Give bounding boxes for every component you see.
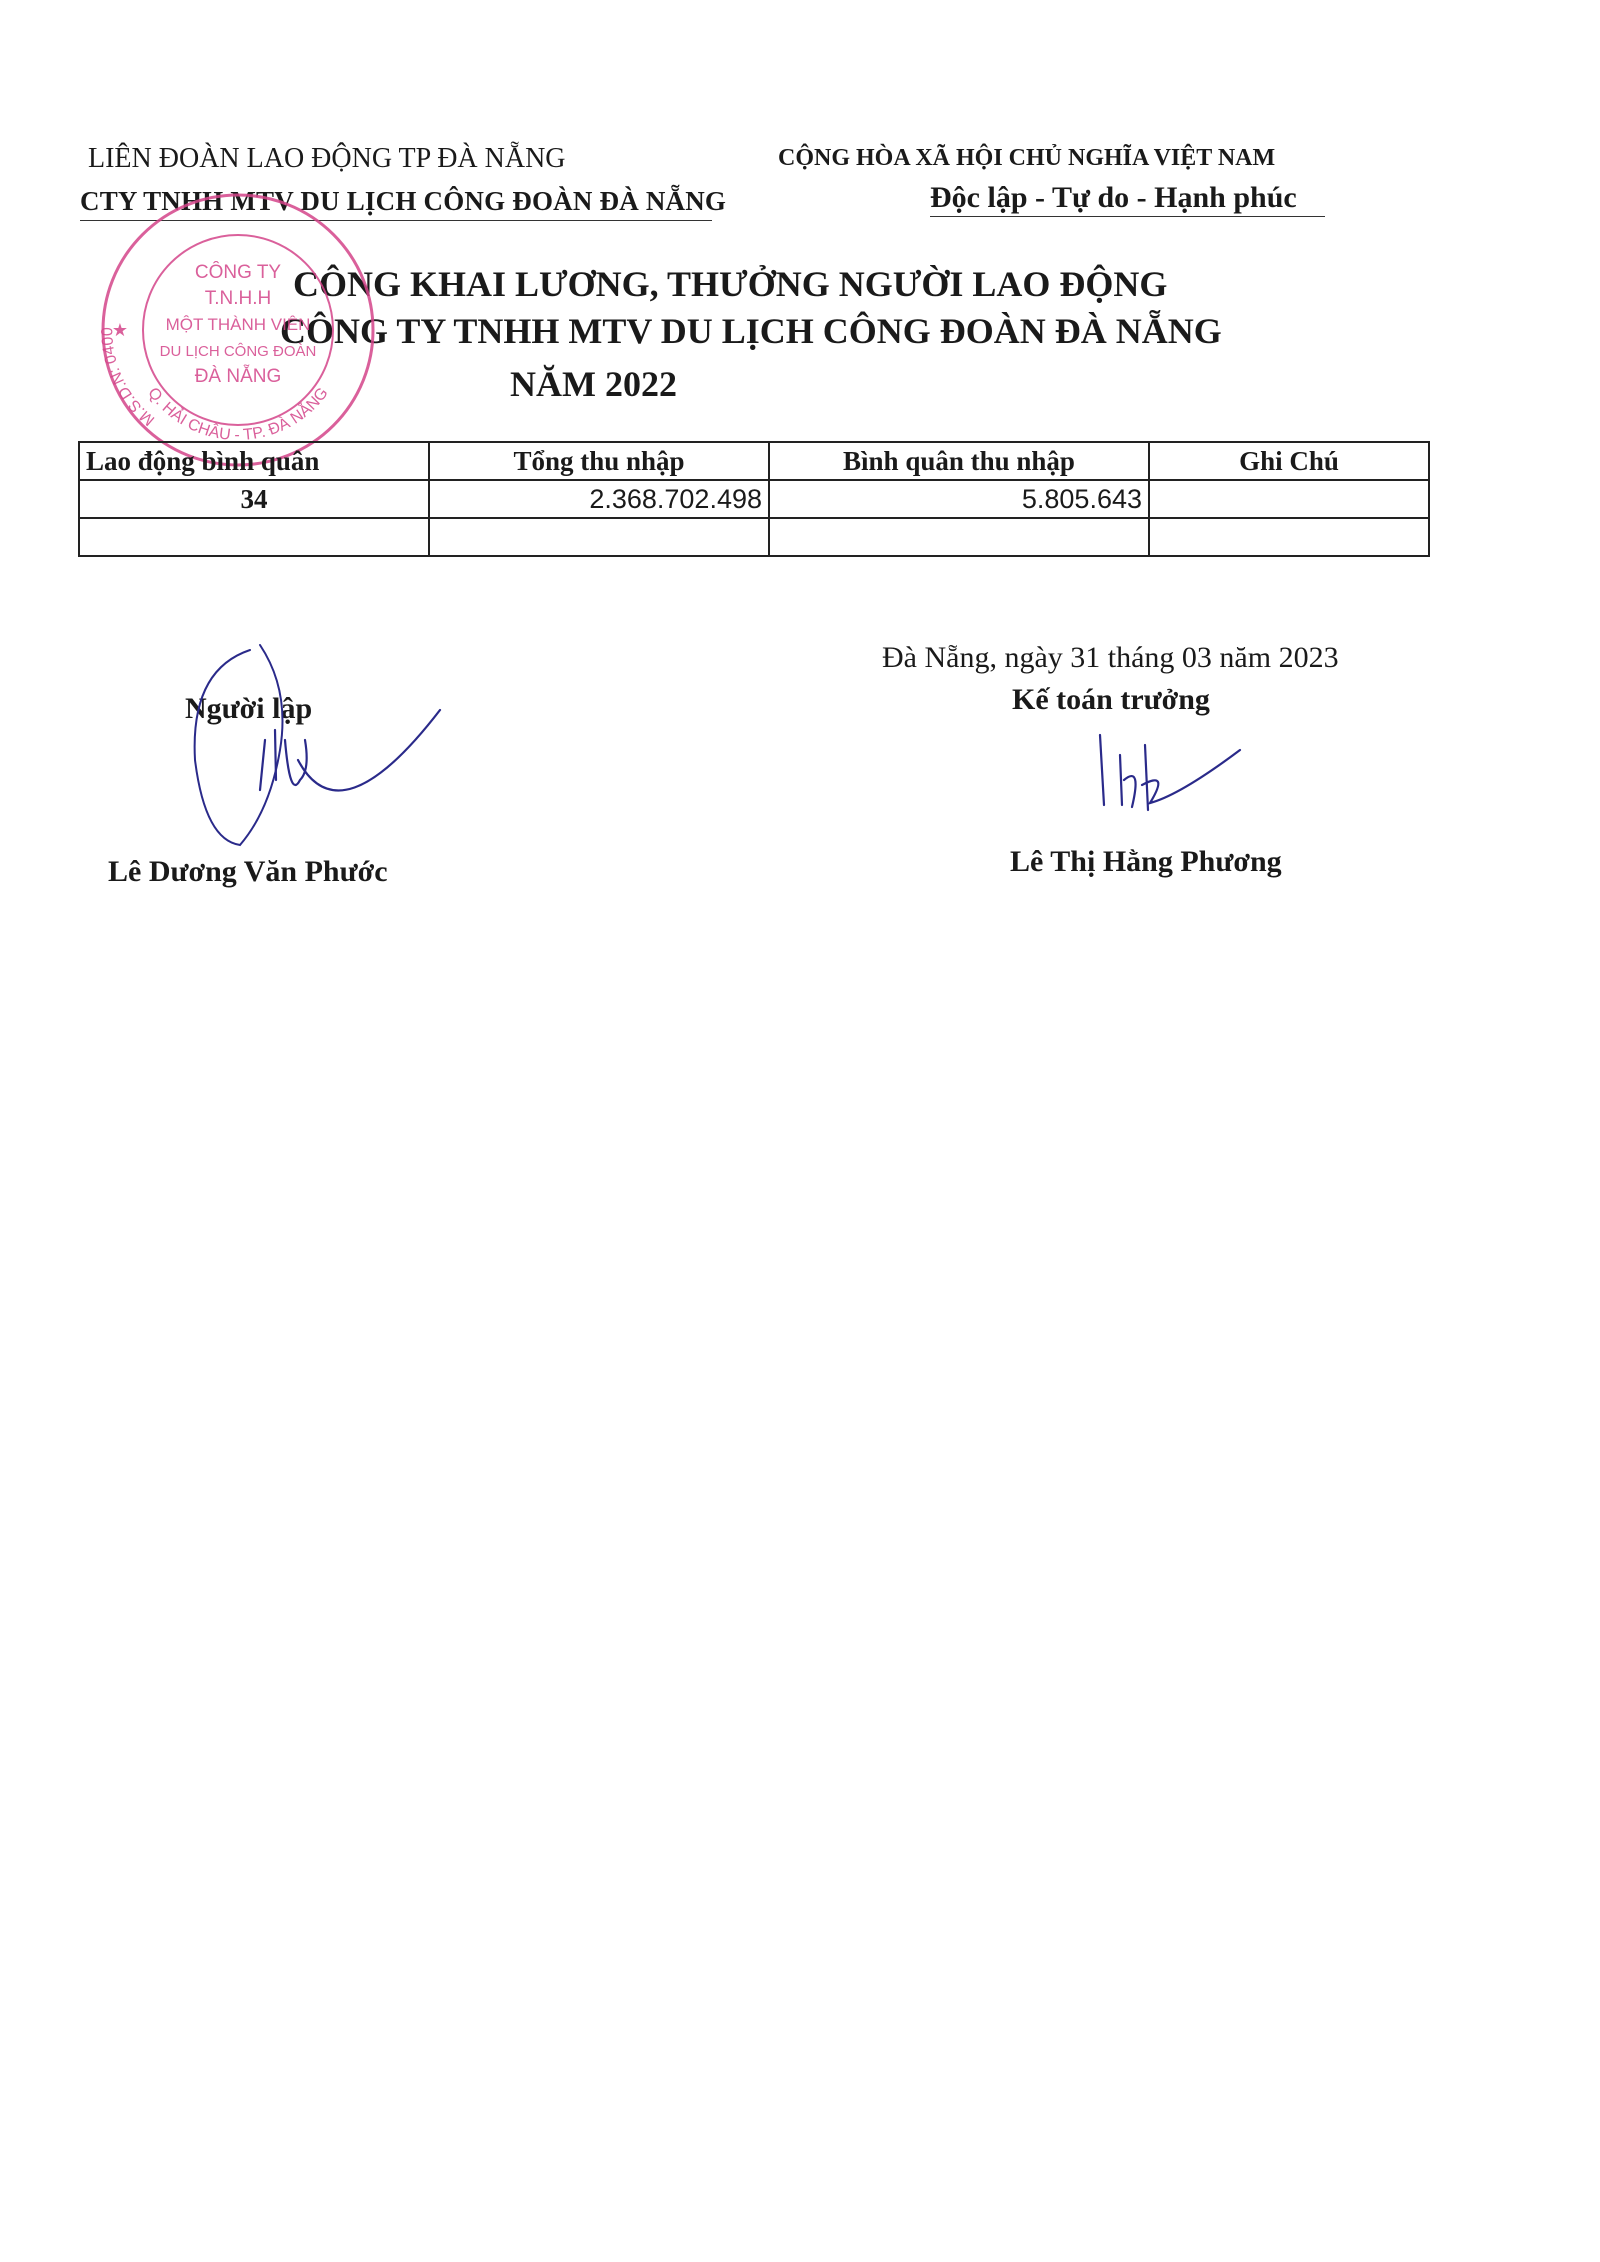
stamp-line-2: T.N.H.H — [204, 288, 272, 309]
header-average-labor: Lao động bình quân — [79, 442, 429, 480]
chief-accountant-title: Kế toán trưởng — [1012, 683, 1210, 716]
document-title-line-2: CÔNG TY TNHH MTV DU LỊCH CÔNG ĐOÀN ĐÀ NẴNG — [280, 311, 1222, 351]
stamp-line-4: DU LỊCH CÔNG ĐOÀN — [159, 343, 317, 360]
cell-notes — [1149, 480, 1429, 518]
cell-empty — [1149, 518, 1429, 556]
national-motto: Độc lập - Tự do - Hạnh phúc — [930, 181, 1297, 214]
svg-text:M.S.D.N: 0400 — [99, 327, 158, 428]
preparer-signature — [180, 630, 450, 850]
chief-accountant-name: Lê Thị Hằng Phương — [1010, 845, 1282, 878]
header-notes: Ghi Chú — [1149, 442, 1429, 480]
parent-organization: LIÊN ĐOÀN LAO ĐỘNG TP ĐÀ NẴNG — [88, 143, 566, 174]
document-title-year: NĂM 2022 — [510, 364, 677, 404]
stamp-ring-bottom: Q. HẢI CHÂU - TP. ĐÀ NẴNG — [144, 384, 332, 444]
cell-empty — [429, 518, 769, 556]
cell-empty — [769, 518, 1149, 556]
table-row — [79, 480, 1429, 518]
document-title-line-1: CÔNG KHAI LƯƠNG, THƯỞNG NGƯỜI LAO ĐỘNG — [293, 264, 1168, 304]
chief-accountant-signature — [1090, 725, 1250, 835]
company-seal-stamp — [88, 180, 388, 480]
table-row — [79, 518, 1429, 556]
national-title: CỘNG HÒA XÃ HỘI CHỦ NGHĨA VIỆT NAM — [778, 145, 1276, 171]
header-average-income: Bình quân thu nhập — [769, 442, 1149, 480]
signing-date: Đà Nẵng, ngày 31 tháng 03 năm 2023 — [882, 641, 1339, 674]
cell-average-labor: 34 — [79, 480, 429, 518]
stamp-line-3: MỘT THÀNH VIÊN — [165, 315, 311, 334]
table-header-row — [79, 442, 1429, 480]
preparer-title: Người lập — [185, 692, 313, 725]
svg-text:Q. HẢI CHÂU - TP. ĐÀ NẴNG — [144, 385, 331, 444]
motto-underline — [930, 216, 1325, 217]
cell-total-income: 2.368.702.498 — [429, 480, 769, 518]
company-name: CTY TNHH MTV DU LỊCH CÔNG ĐOÀN ĐÀ NẴNG — [80, 186, 727, 216]
salary-summary-table — [78, 441, 1430, 557]
stamp-ring-left: M.S.D.N: 0400 — [99, 327, 159, 429]
stamp-line-1: CÔNG TY — [194, 262, 282, 283]
cell-empty — [79, 518, 429, 556]
preparer-name: Lê Dương Văn Phước — [108, 855, 388, 888]
header-total-income: Tổng thu nhập — [429, 442, 769, 480]
stamp-line-5: ĐÀ NẴNG — [194, 366, 282, 387]
cell-average-income: 5.805.643 — [769, 480, 1149, 518]
stamp-star-icon: ★ — [111, 320, 129, 340]
